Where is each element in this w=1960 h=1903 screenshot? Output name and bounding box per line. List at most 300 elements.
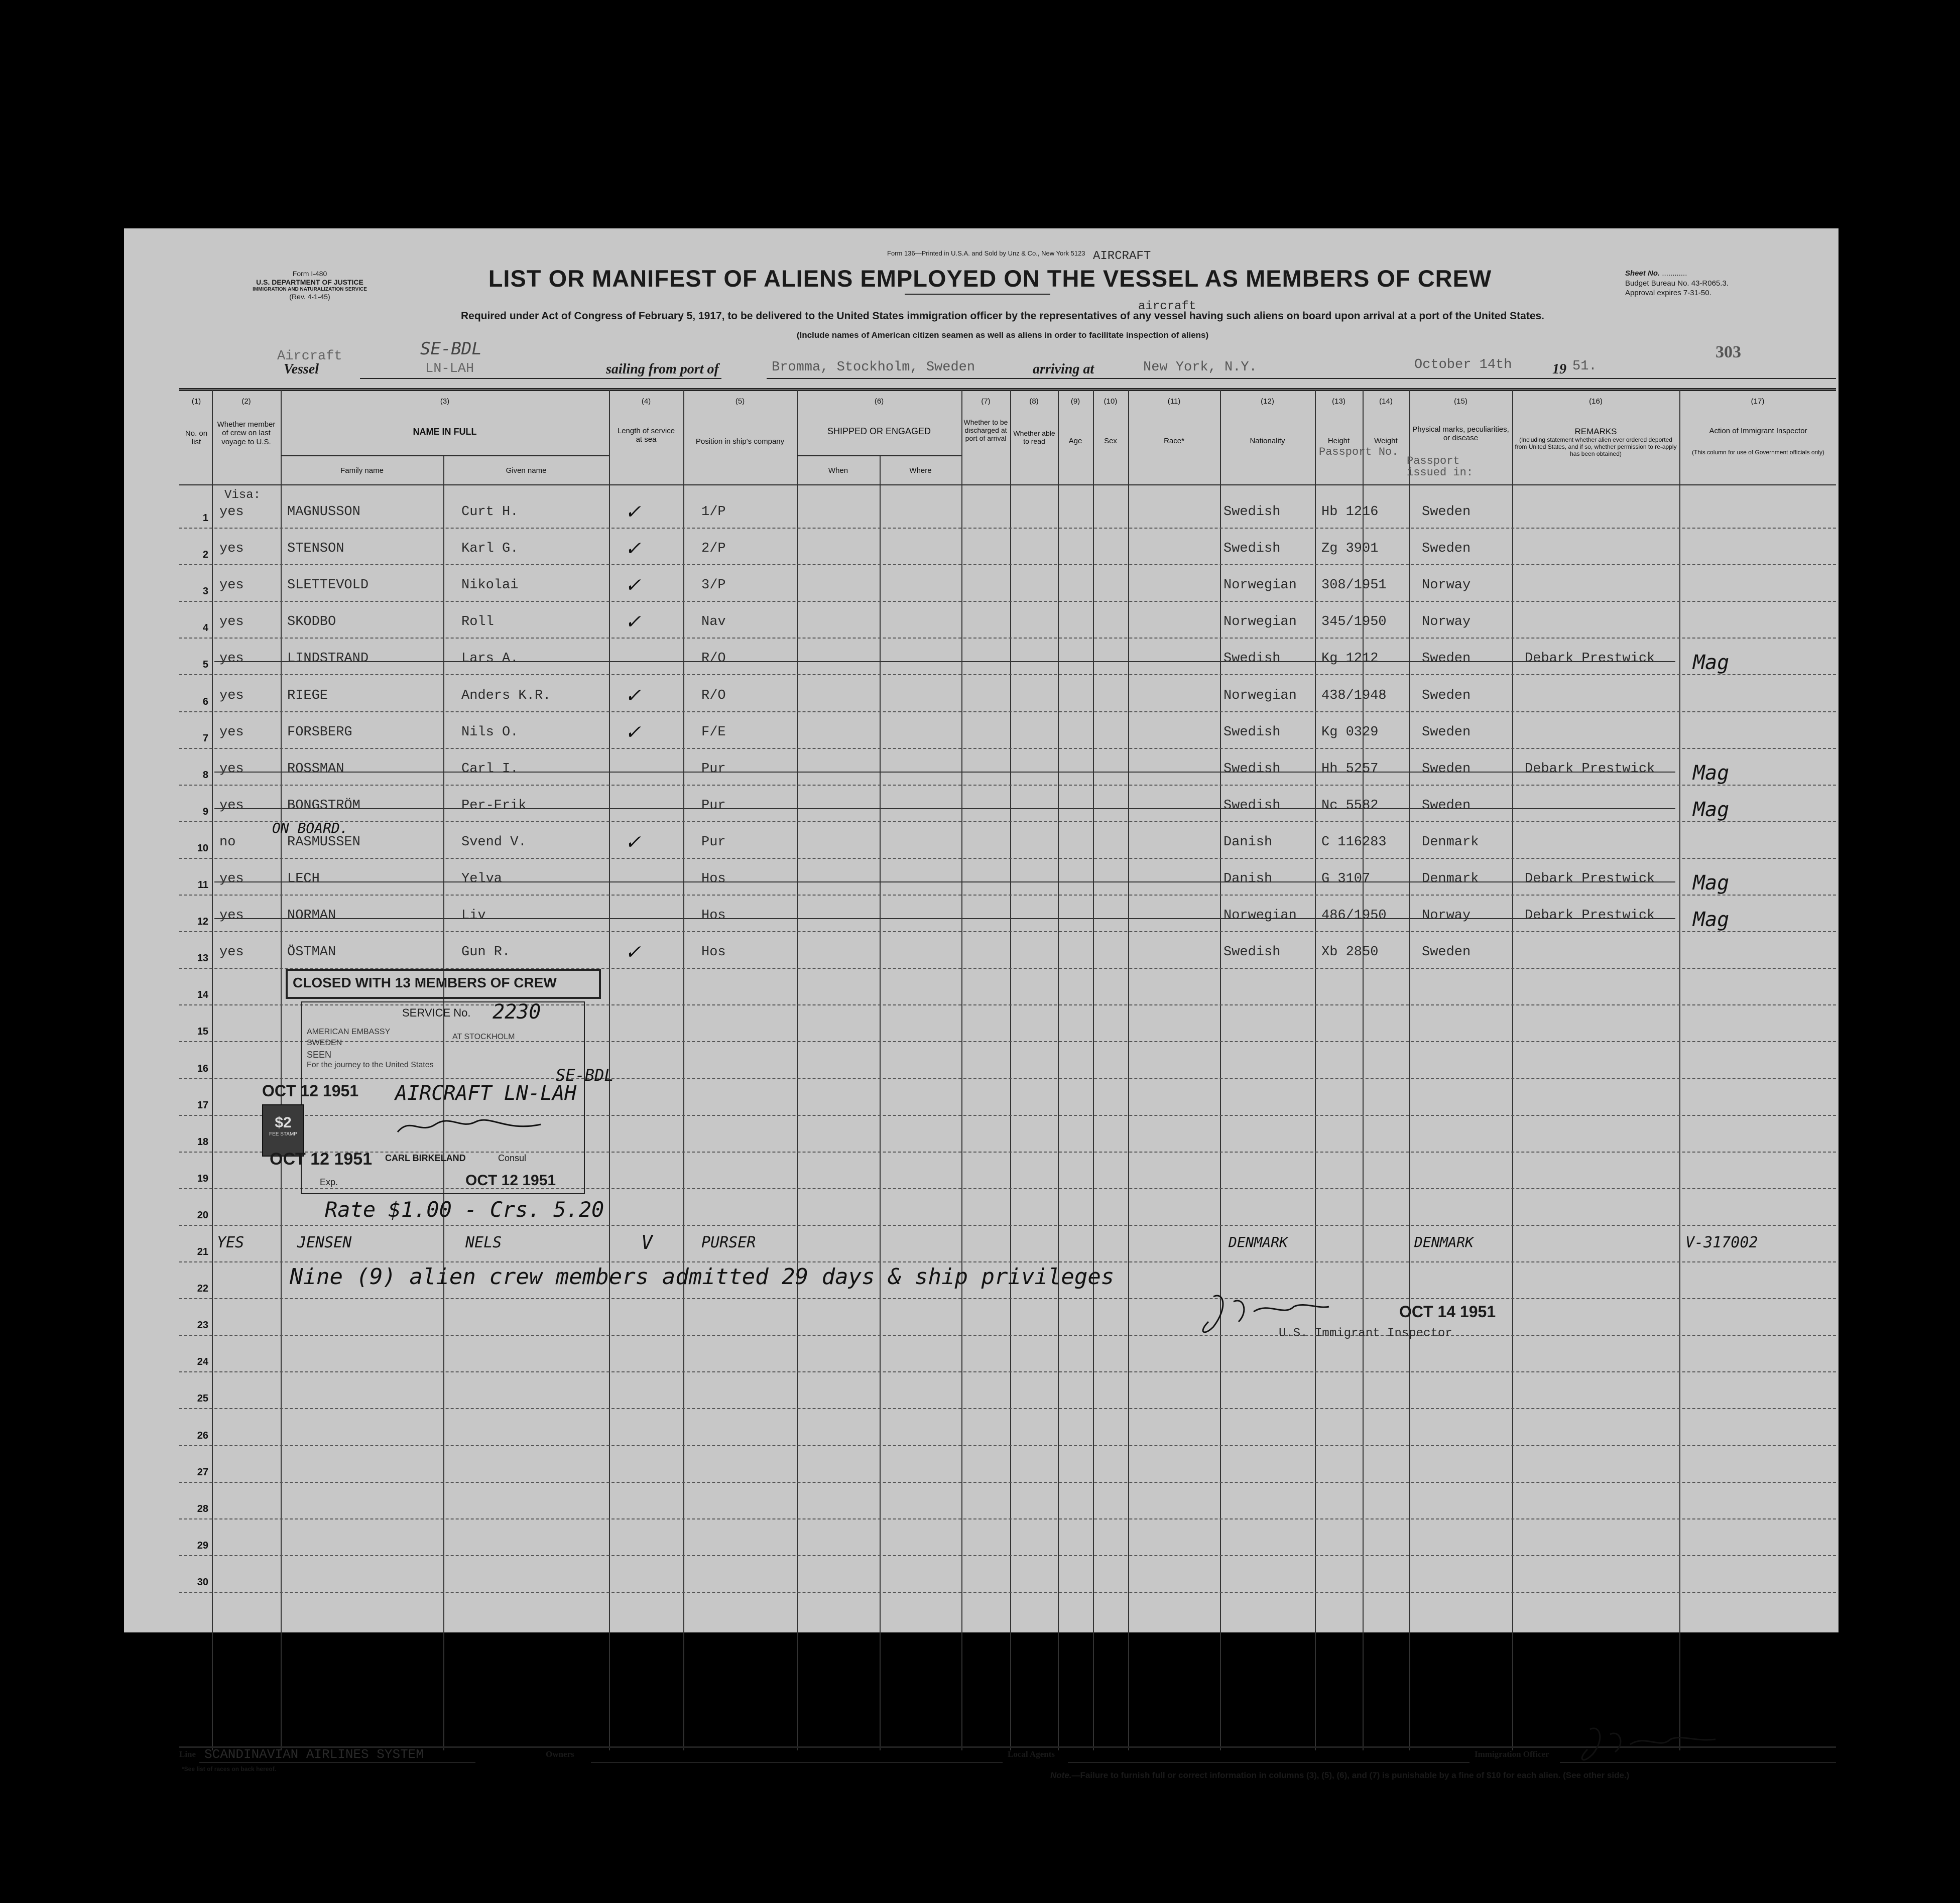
col-num-14: (14) (1379, 397, 1393, 406)
table-top-border-2 (179, 390, 1836, 391)
crew-prev-voyage: yes (219, 724, 244, 740)
visa-label: Visa: (224, 488, 261, 502)
row-rule (179, 711, 1836, 712)
header-when: When (828, 466, 848, 475)
row-rule (179, 601, 1836, 602)
row-rule (179, 1592, 1836, 1593)
col-divider (1128, 390, 1129, 1750)
crew-passport-issued: Sweden (1422, 541, 1471, 557)
col-divider (1315, 390, 1316, 1750)
row21-position: PURSER (701, 1234, 756, 1251)
crew-nationality: Danish (1223, 834, 1273, 850)
voyage-rule (767, 378, 1836, 379)
embassy-location: AT STOCKHOLM (452, 1033, 515, 1041)
col-divider (212, 390, 213, 1750)
crew-prev-voyage: yes (219, 908, 244, 924)
crew-passport: Kg 0329 (1321, 724, 1379, 740)
crew-nationality: Norwegian (1223, 614, 1297, 630)
header-inspector-note: (This column for use of Government officials only) (1692, 449, 1824, 456)
col-num-12: (12) (1261, 397, 1274, 406)
header-nationality: Nationality (1250, 437, 1285, 445)
crew-position: Hos (701, 871, 726, 886)
crew-passport-issued: Denmark (1422, 871, 1479, 886)
row21-given-name: NELS (465, 1234, 502, 1251)
inspector-title: U.S. Immigrant Inspector (1279, 1327, 1452, 1340)
crew-service: ✓ (626, 828, 640, 854)
crew-service: ✓ (626, 608, 640, 635)
col-divider (797, 390, 798, 1750)
crew-passport: Hb 1216 (1321, 504, 1379, 520)
header-race: Race* (1164, 437, 1184, 445)
agents-label: Local Agents (1008, 1749, 1055, 1759)
header-physical-marks: Physical marks, peculiarities, or disease (1412, 425, 1509, 443)
crew-inspector-action: Mag (1693, 798, 1730, 821)
row-rule (179, 638, 1836, 639)
consul-signature (395, 1114, 546, 1139)
col-divider (1512, 390, 1513, 1750)
approval-expiry: Approval expires 7-31-50. (1625, 289, 1711, 297)
crew-inspector-action: Mag (1693, 908, 1730, 932)
col-divider (1679, 390, 1680, 1750)
col-num-16: (16) (1589, 397, 1603, 406)
row-number: 27 (197, 1466, 208, 1478)
row-number: 8 (202, 769, 208, 781)
crew-position: R/O (701, 688, 726, 703)
header-height: Height (1327, 437, 1350, 445)
arrival-port: New York, N.Y. (1143, 360, 1257, 375)
rate-note: Rate $1.00 - Crs. 5.20 (325, 1197, 604, 1222)
crew-position: Pur (701, 834, 726, 850)
vessel-name: LN-LAH (425, 361, 474, 376)
crew-nationality: Swedish (1223, 541, 1281, 557)
row-number: 24 (197, 1356, 208, 1368)
crew-prev-voyage: yes (219, 871, 244, 886)
strike-through-line (214, 918, 1675, 919)
row-number: 22 (197, 1283, 208, 1295)
col-num-10: (10) (1104, 397, 1118, 406)
closed-stamp-text: CLOSED WITH 13 MEMBERS OF CREW (293, 975, 557, 990)
crew-nationality: Swedish (1223, 724, 1281, 740)
crew-family-name: FORSBERG (287, 724, 352, 740)
crew-passport: 486/1950 (1321, 908, 1387, 924)
vessel-code: SE-BDL (420, 339, 482, 359)
crew-passport: 345/1950 (1321, 614, 1387, 630)
strike-through-line (214, 881, 1675, 882)
year-prefix: 19 (1552, 361, 1566, 377)
row21-action: V-317002 (1685, 1234, 1758, 1251)
col-num-15: (15) (1454, 397, 1467, 406)
header-weight: Weight (1374, 437, 1398, 445)
crew-passport-issued: Norway (1422, 578, 1471, 593)
exp-date: OCT 12 1951 (465, 1172, 556, 1189)
row-rule (179, 931, 1836, 932)
row-rule (179, 564, 1836, 565)
col-num-6: (6) (874, 397, 884, 406)
header-bottom-border (179, 484, 1836, 485)
col-divider (1363, 390, 1364, 1750)
crew-position: Pur (701, 798, 726, 813)
fee-stamp-value: $2 (275, 1114, 292, 1131)
row-number: 2 (202, 549, 208, 561)
crew-passport: 308/1951 (1321, 578, 1387, 593)
owners-rule (591, 1762, 1003, 1763)
row-number: 21 (197, 1246, 208, 1257)
legation-country: SWEDEN (307, 1039, 342, 1047)
row-number: 25 (197, 1393, 208, 1405)
row-rule (179, 895, 1836, 896)
row21-family-name: JENSEN (297, 1234, 352, 1251)
crew-position: Hos (701, 908, 726, 924)
sheet-no-label: Sheet No. (1625, 269, 1660, 278)
row-number: 28 (197, 1503, 208, 1514)
header-crew-last-voyage: Whether member of crew on last voyage to U.S. (217, 420, 276, 446)
crew-passport-issued: Sweden (1422, 761, 1471, 777)
consul-title: Consul (498, 1153, 527, 1163)
row-number: 23 (197, 1320, 208, 1331)
owners-label: Owners (546, 1749, 574, 1759)
crew-nationality: Norwegian (1223, 578, 1297, 593)
crew-position: Nav (701, 614, 726, 630)
row-number: 9 (202, 806, 208, 817)
row-number: 14 (197, 989, 208, 1001)
crew-position: 2/P (701, 541, 726, 557)
col-num-7: (7) (981, 397, 991, 406)
note-text: —Failure to furnish full or correct information in columns (3), (5), (6), and (7) is punishable by a fine of $10 for each alien. (See other side.) (1071, 1770, 1630, 1780)
crew-remarks: Debark Prestwick (1525, 761, 1655, 777)
header-remarks: REMARKS (1574, 427, 1617, 436)
row-rule (179, 748, 1836, 749)
arriving-label: arriving at (1033, 361, 1094, 377)
crew-passport: Nc 5582 (1321, 798, 1379, 813)
table-top-border (179, 388, 1836, 390)
row-number: 16 (197, 1063, 208, 1074)
fee-stamp (262, 1104, 304, 1157)
row-number: 15 (197, 1026, 208, 1038)
crew-position: Pur (701, 761, 726, 777)
row-number: 4 (202, 622, 208, 634)
header-given-name: Given name (506, 466, 547, 475)
crew-position: 3/P (701, 578, 726, 593)
departure-port: Bromma, Stockholm, Sweden (772, 360, 975, 375)
crew-service: ✓ (626, 535, 640, 561)
crew-prev-voyage: yes (219, 504, 244, 520)
crew-given-name: Nils O. (461, 724, 519, 740)
header-where: Where (909, 466, 932, 475)
arrival-date: October 14th (1414, 357, 1512, 372)
crew-family-name: SLETTEVOLD (287, 578, 369, 593)
aircraft-handwritten: AIRCRAFT LN-LAH (395, 1082, 577, 1105)
col-divider (1093, 390, 1094, 1750)
crew-passport: 438/1948 (1321, 688, 1387, 703)
crew-passport-issued: Sweden (1422, 945, 1471, 960)
col-divider (281, 390, 282, 1750)
arrival-year: 51. (1572, 359, 1597, 374)
row21-nationality: DENMARK (1229, 1234, 1288, 1250)
crew-family-name: NORMAN (287, 908, 336, 924)
col-divider (1058, 390, 1059, 1750)
header-able-to-read: Whether able to read (1013, 429, 1055, 446)
crew-family-name: MAGNUSSON (287, 504, 360, 520)
crew-passport-issued: Sweden (1422, 688, 1471, 703)
row-number: 3 (202, 586, 208, 597)
col-divider (683, 390, 684, 1750)
crew-family-name: ROSSMAN (287, 761, 344, 777)
row-number: 18 (197, 1136, 208, 1148)
col-num-4: (4) (641, 397, 651, 406)
row21-prev-voyage: YES (217, 1234, 244, 1251)
title-overlay: AIRCRAFT (1093, 249, 1151, 263)
crew-passport: Hh 5257 (1321, 761, 1379, 777)
budget-no: Budget Bureau No. 43-R065.3. (1625, 279, 1729, 288)
row-rule (179, 1518, 1836, 1519)
officer-signature (1570, 1722, 1721, 1767)
line-rule (199, 1762, 475, 1763)
seen-label: SEEN (307, 1050, 332, 1060)
crew-given-name: Karl G. (461, 541, 519, 557)
row-number: 6 (202, 696, 208, 707)
col-divider (880, 455, 881, 1750)
row-rule (179, 1225, 1836, 1226)
races-note: *See list of races on back hereof. (182, 1765, 277, 1772)
col-num-2: (2) (241, 397, 251, 406)
inspector-date: OCT 14 1951 (1399, 1303, 1496, 1321)
crew-service: ✓ (626, 939, 640, 965)
crew-prev-voyage: yes (219, 688, 244, 703)
officer-label: Immigration Officer (1475, 1749, 1549, 1759)
crew-position: R/O (701, 651, 726, 667)
sailing-label: sailing from port of (606, 361, 719, 377)
crew-remarks: Debark Prestwick (1525, 908, 1655, 924)
header-age: Age (1068, 437, 1082, 445)
row-number: 12 (197, 916, 208, 928)
crew-passport: Kg 1212 (1321, 651, 1379, 667)
col-divider (1409, 390, 1410, 1750)
crew-position: F/E (701, 724, 726, 740)
form-subtitle: Required under Act of Congress of February 5, 1917, to be delivered to the United States immigration officer by the representatives of any vessel having such aliens on board upon arrival at a port of the United States. (460, 310, 1545, 322)
col-num-13: (13) (1332, 397, 1345, 406)
footer-note (1050, 1770, 1629, 1781)
crew-remarks: Debark Prestwick (1525, 871, 1655, 886)
vessel-rule (360, 378, 721, 379)
crew-nationality: Norwegian (1223, 908, 1297, 924)
header-passport-issued-overlay: Passport issued in: (1407, 455, 1474, 479)
header-remarks-note: (Including statement whether alien ever ordered deported from United States, and if so, whether permission to re-apply has been obtained) (1515, 436, 1677, 457)
consul-name: CARL BIRKELAND (385, 1153, 466, 1163)
crew-family-name: LECH (287, 871, 320, 886)
manifest-sheet (124, 228, 1839, 1780)
crew-family-name: BONGSTRÖM (287, 798, 360, 813)
strike-through-line (214, 772, 1675, 773)
row-number: 20 (197, 1209, 208, 1221)
row21-issued: DENMARK (1414, 1234, 1474, 1250)
note-label: Note. (1050, 1770, 1072, 1780)
line-label: Line (179, 1749, 196, 1759)
col-num-8: (8) (1029, 397, 1039, 406)
header-passport-overlay: Passport No. (1319, 446, 1399, 458)
crew-given-name: Svend V. (461, 834, 527, 850)
header-discharged: Whether to be discharged at port of arrival (963, 418, 1008, 443)
crew-passport: Xb 2850 (1321, 945, 1379, 960)
col-num-3: (3) (440, 397, 450, 406)
aircraft-label: Aircraft (277, 349, 342, 364)
crew-family-name: LINDSTRAND (287, 651, 369, 667)
header-no-on-list: No. on list (185, 429, 208, 447)
crew-position: 1/P (701, 504, 726, 520)
crew-nationality: Danish (1223, 871, 1273, 886)
row-rule (179, 1371, 1836, 1372)
crew-given-name: Lars A. (461, 651, 519, 667)
row-rule (179, 1482, 1836, 1483)
crew-prev-voyage: yes (219, 761, 244, 777)
crew-passport-issued: Sweden (1422, 651, 1471, 667)
col-num-5: (5) (735, 397, 745, 406)
closed-stamp (286, 969, 601, 999)
row-number: 13 (197, 953, 208, 964)
crew-remarks: Debark Prestwick (1525, 651, 1655, 667)
row-rule (179, 1335, 1836, 1336)
col-num-17: (17) (1751, 397, 1765, 406)
consular-date-1: OCT 12 1951 (262, 1082, 359, 1100)
header-shipped-engaged: SHIPPED OR ENGAGED (827, 426, 931, 436)
crew-passport: C 116283 (1321, 834, 1387, 850)
crew-inspector-action: Mag (1693, 871, 1730, 895)
crew-prev-voyage: yes (219, 798, 244, 813)
row-number: 10 (197, 842, 208, 854)
crew-prev-voyage: yes (219, 651, 244, 667)
row21-service: V (641, 1231, 653, 1253)
header-length-of-service: Length of service at sea (617, 427, 675, 444)
crew-prev-voyage: yes (219, 945, 244, 960)
row-number: 17 (197, 1099, 208, 1111)
header-name-in-full: NAME IN FULL (413, 427, 477, 437)
crew-service: ✓ (626, 498, 640, 524)
row-number: 19 (197, 1173, 208, 1184)
crew-given-name: Per-Erik (461, 798, 527, 813)
row-rule (179, 1408, 1836, 1409)
crew-nationality: Swedish (1223, 651, 1281, 667)
row-number: 29 (197, 1540, 208, 1551)
form-id-block (244, 270, 375, 301)
crew-prev-voyage: yes (219, 578, 244, 593)
crew-given-name: Nikolai (461, 578, 519, 593)
crew-passport: Zg 3901 (1321, 541, 1379, 557)
row-number: 5 (202, 659, 208, 671)
crew-given-name: Liv (461, 908, 486, 924)
printer-line: Form 136—Printed in U.S.A. and Sold by Unz & Co., New York 5123 (887, 249, 1085, 257)
col-num-9: (9) (1070, 397, 1080, 406)
crew-passport-issued: Sweden (1422, 504, 1471, 520)
crew-passport-issued: Denmark (1422, 834, 1479, 850)
aircraft-code-hand: SE-BDL (556, 1066, 614, 1085)
crew-passport-issued: Sweden (1422, 798, 1471, 813)
crew-given-name: Yelva (461, 871, 503, 886)
page-number: 303 (1716, 343, 1741, 361)
crew-inspector-action: Mag (1693, 761, 1730, 785)
row-number: 26 (197, 1430, 208, 1441)
crew-given-name: Roll (461, 614, 494, 630)
crew-family-name: STENSON (287, 541, 344, 557)
col-divider (1010, 390, 1011, 1750)
crew-note: ON BOARD. (272, 819, 348, 836)
col-divider (961, 390, 962, 1750)
header-inspector-action: Action of Immigrant Inspector (1709, 427, 1807, 435)
crew-prev-voyage: yes (219, 541, 244, 557)
row-rule (179, 858, 1836, 859)
title-rule (905, 294, 1050, 295)
strike-through-line (214, 808, 1675, 809)
shipped-subheader-rule (797, 455, 961, 456)
crew-given-name: Anders K.R. (461, 688, 551, 703)
consular-date-2: OCT 12 1951 (270, 1150, 373, 1169)
header-position: Position in ship's company (695, 437, 785, 446)
row-number: 30 (197, 1576, 208, 1588)
service-name: IMMIGRATION AND NATURALIZATION SERVICE (253, 286, 367, 292)
row-rule (179, 1261, 1836, 1262)
crew-prev-voyage: yes (219, 614, 244, 630)
row-number: 11 (197, 879, 208, 891)
crew-given-name: Gun R. (461, 945, 511, 960)
form-title: LIST OR MANIFEST OF ALIENS EMPLOYED ON THE VESSEL AS MEMBERS OF CREW (488, 265, 1492, 292)
exp-label: Exp. (320, 1177, 338, 1187)
row-number: 1 (202, 513, 208, 524)
fee-stamp-label: FEE STAMP (269, 1131, 297, 1137)
name-subheader-rule (281, 455, 609, 456)
service-no-label: SERVICE No. (402, 1006, 471, 1019)
row-rule (179, 821, 1836, 822)
agents-rule (1068, 1762, 1469, 1763)
crew-passport-issued: Sweden (1422, 724, 1471, 740)
department: U.S. DEPARTMENT OF JUSTICE (256, 278, 363, 286)
crew-prev-voyage: no (219, 834, 236, 850)
crew-service: ✓ (626, 572, 640, 598)
col-num-11: (11) (1167, 397, 1181, 406)
row-rule (179, 674, 1836, 675)
line-value: SCANDINAVIAN AIRLINES SYSTEM (204, 1747, 424, 1762)
row-rule (179, 528, 1836, 529)
row-rule (179, 1298, 1836, 1299)
crew-family-name: ÖSTMAN (287, 945, 336, 960)
form-revision: (Rev. 4-1-45) (289, 292, 330, 301)
row-rule (179, 785, 1836, 786)
title-overlay-lower: aircraft (1138, 300, 1196, 313)
crew-nationality: Swedish (1223, 504, 1281, 520)
crew-family-name: RIEGE (287, 688, 328, 703)
crew-position: Hos (701, 945, 726, 960)
embassy: AMERICAN EMBASSY (307, 1028, 391, 1036)
crew-nationality: Swedish (1223, 798, 1281, 813)
strike-through-line (214, 661, 1675, 662)
header-family-name: Family name (340, 466, 384, 475)
crew-family-name: SKODBO (287, 614, 336, 630)
header-sex: Sex (1104, 437, 1117, 445)
crew-passport-issued: Norway (1422, 908, 1471, 924)
crew-family-name: RASMUSSEN (287, 834, 360, 850)
crew-nationality: Norwegian (1223, 688, 1297, 703)
service-no: 2230 (493, 1000, 541, 1024)
crew-given-name: Carl I. (461, 761, 519, 777)
col-divider (1220, 390, 1221, 1750)
admission-note: Nine (9) alien crew members admitted 29 days & ship privileges (290, 1264, 1115, 1290)
sheet-info: Sheet No. ............ Budget Bureau No. 43-R065.3. Approval expires 7-31-50. (1625, 269, 1729, 297)
crew-nationality: Swedish (1223, 761, 1281, 777)
crew-given-name: Curt H. (461, 504, 519, 520)
row-number: 7 (202, 732, 208, 744)
crew-service: ✓ (626, 682, 640, 708)
row-rule (179, 1445, 1836, 1446)
crew-inspector-action: Mag (1693, 651, 1730, 675)
crew-service: ✓ (626, 718, 640, 744)
col-num-1: (1) (191, 397, 201, 406)
